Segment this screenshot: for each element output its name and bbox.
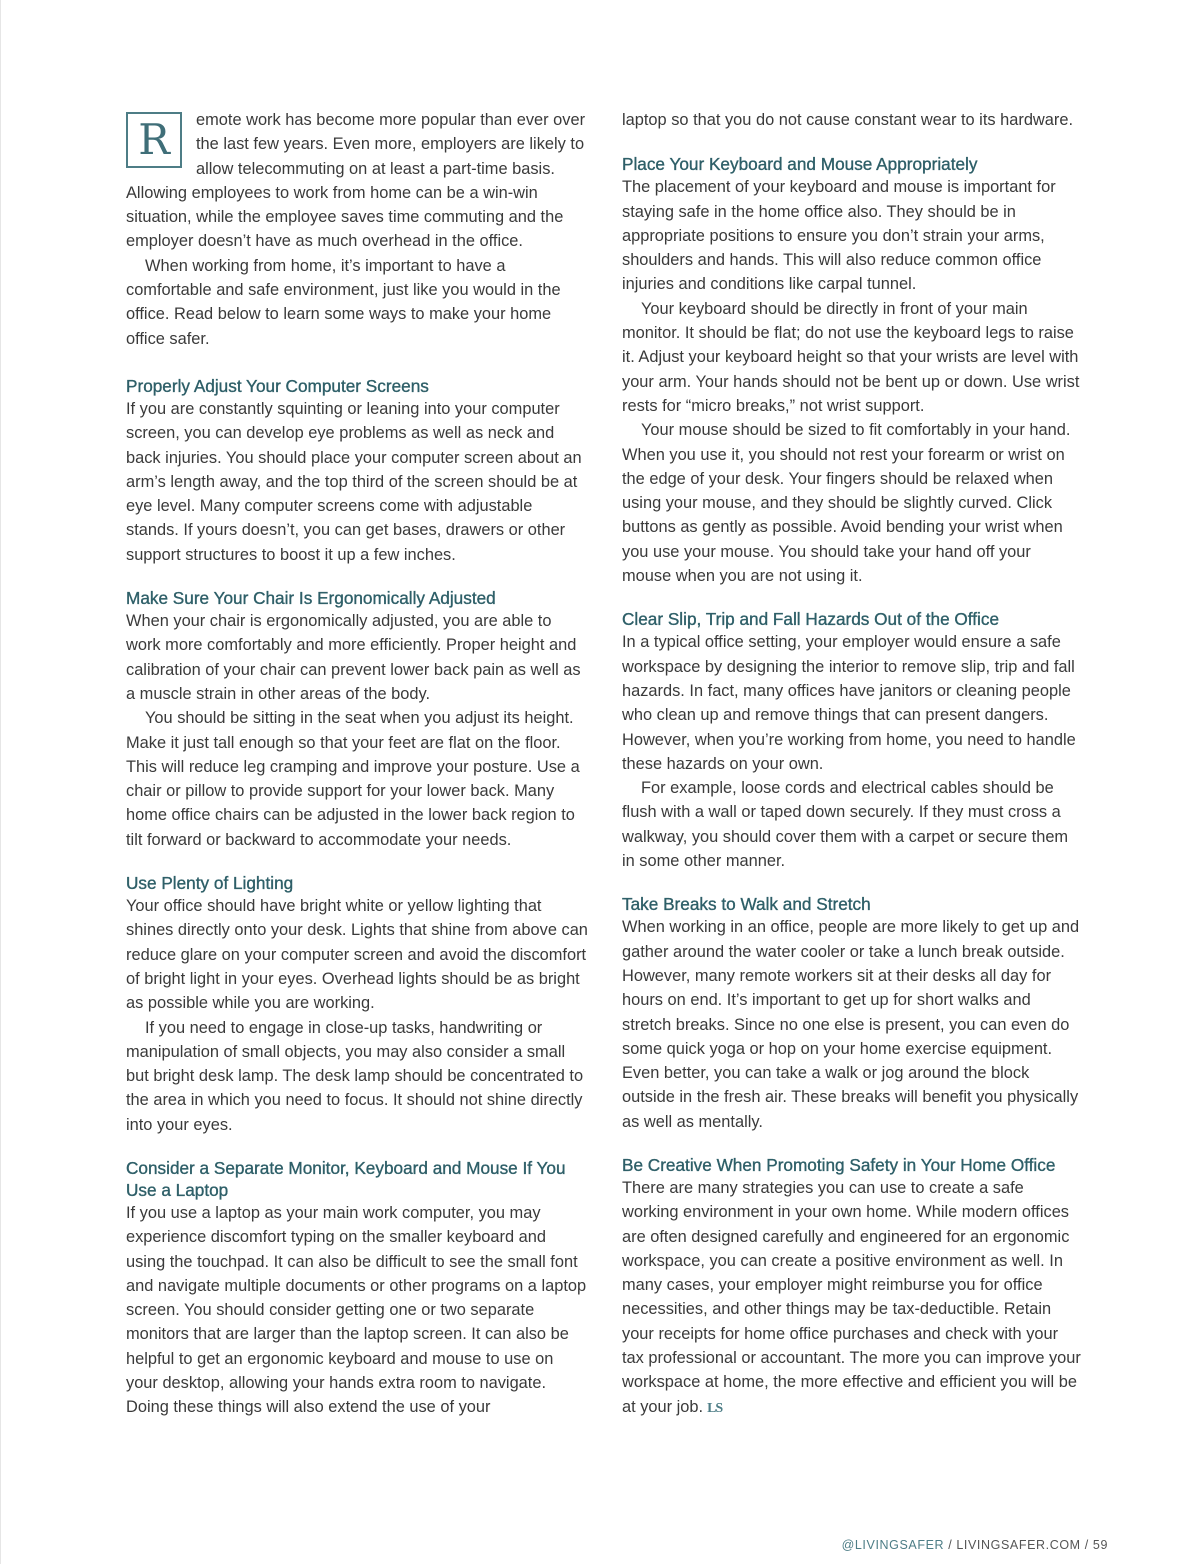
intro-text: emote work has become more popular than ever over the last few years. Even more, employers are likely to allow telecommuting on at least a part-time basis. Allowing employees to work from home can be a win-win situation, while the employee saves time commuting and the employer doesn’t have as much overhead in the office. (126, 111, 586, 251)
screens-paragraph: If you are constantly squinting or leaning into your computer screen, you can develop eye problems as well as neck and back injuries. You should place your computer screen about an arm’s length away, and the top third of the screen should be at eye level. Many computer screens come with adjustable stands. If yours doesn’t, you can get bases, drawers or other support structures to boost it up a few inches. (126, 399, 582, 564)
heading-creative: Be Creative When Promoting Safety in Your Home Office (622, 1154, 1056, 1175)
intro-paragraph (126, 108, 588, 254)
keyboard-paragraph-2: Your keyboard should be directly in front of your main monitor. It should be flat; do not use the keyboard legs to raise it. Adjust your keyboard height so that your wrists are level with your arm. Your hands should not be bent up or down. Use wrist rests for “micro breaks,” not wrist support. (622, 299, 1080, 415)
heading-screens: Properly Adjust Your Computer Screens (126, 375, 429, 396)
footer-site: LIVINGSAFER.COM (956, 1538, 1081, 1552)
hazards-paragraph-1: In a typical office setting, your employer would ensure a safe workspace by designing the interior to remove slip, trip and fall hazards. In fact, many offices have janitors or cleaning people who clean up and remove things that can present dangers. However, when you’re working from home, you need to handle these hazards on your own. (622, 633, 1076, 773)
monitor-paragraph-continued: laptop so that you do not cause constant wear to its hardware. (622, 111, 1074, 129)
creative-paragraph (622, 1176, 1084, 1421)
footer-separator: / (944, 1538, 957, 1552)
heading-lighting: Use Plenty of Lighting (126, 873, 294, 894)
hazards-paragraph-2: For example, loose cords and electrical cables should be flush with a wall or taped down securely. If they must cross a walkway, you should cover them with a carpet or secure them in some other manner. (622, 779, 1069, 871)
intro-paragraph-2: When working from home, it’s important to have a comfortable and safe environment, just like you would in the office. Read below to learn some ways to make your home office safer. (126, 256, 561, 348)
footer-separator: / (1080, 1538, 1093, 1552)
page-number: 59 (1092, 1538, 1108, 1552)
footer-handle: @LIVINGSAFER (841, 1538, 945, 1552)
monitor-paragraph: If you use a laptop as your main work computer, you may experience discomfort typing on the smaller keyboard and using the touchpad. It can also be difficult to see the small font and navigate multiple documents or other programs on a laptop screen. You should consider getting one or two separate monitors that are larger than the laptop screen. It can also be helpful to get an ergonomic keyboard and mouse to use on your desktop, allowing your hands extra room to navigate. Doing these things will also extend the use of your (126, 1203, 587, 1417)
heading-keyboard: Place Your Keyboard and Mouse Appropriately (622, 154, 978, 175)
heading-breaks: Take Breaks to Walk and Stretch (622, 894, 871, 915)
page-edge (0, 0, 1, 1564)
keyboard-paragraph-3: Your mouse should be sized to fit comfortably in your hand. When you use it, you should not rest your forearm or wrist on the edge of your desk. Your fingers should be relaxed when using your mouse, and they should be slightly curved. Click buttons as gently as possible. Avoid bending your wrist when you use your mouse. You should take your hand off your mouse when you are not using it. (622, 421, 1071, 586)
lighting-paragraph-2: If you need to engage in close-up tasks, handwriting or manipulation of small objects, you may also consider a small but bright desk lamp. The desk lamp should be concentrated to the area in which you need to focus. It should not shine directly into your eyes. (126, 1018, 584, 1134)
breaks-paragraph: When working in an office, people are more likely to get up and gather around the water cooler or take a lunch break outside. However, many remote workers sit at their desks all day for hours on end. It’s important to get up for short walks and stretch breaks. Since no one else is present, you can even do some quick yoga or hop on your home exercise equipment. Even better, you can take a walk or jog around the block outside in the fresh air. These breaks will benefit you physically as well as mentally. (622, 918, 1080, 1131)
heading-monitor: Consider a Separate Monitor, Keyboard and Mouse If You Use a Laptop (126, 1157, 566, 1200)
creative-text: There are many strategies you can use to create a safe working environment in your own home. While modern offices are often designed carefully and engineered for an ergonomic workspace, you can create a positive environment as well. In many cases, your employer might reimburse you for office necessities, and other things may be tax-deductible. Retain your receipts for home office purchases and check with your tax professional or accountant. The more you can improve your workspace at home, the more effective and efficient you will be at your job. (622, 1178, 1081, 1416)
chair-paragraph-2: You should be sitting in the seat when you adjust its height. Make it just tall enough so that your feet are flat on the floor. This will reduce leg cramping and improve your posture. Use a chair or pillow to provide support for your lower back. Many home office chairs can be adjusted in the lower back region to tilt forward or backward to accommodate your needs. (126, 709, 580, 849)
end-mark-logo: LS (707, 1400, 723, 1416)
left-column (126, 108, 588, 1420)
heading-hazards: Clear Slip, Trip and Fall Hazards Out of the Office (622, 609, 1000, 630)
drop-cap: R (126, 112, 182, 168)
lighting-paragraph-1: Your office should have bright white or yellow lighting that shines directly onto your desk. Lights that shine from above can reduce glare on your computer screen and avoid the discomfort of bright light in your eyes. Overhead lights should be as bright as possible while you are working. (126, 897, 588, 1013)
heading-chair: Make Sure Your Chair Is Ergonomically Adjusted (126, 588, 496, 609)
right-column (622, 108, 1084, 1421)
page-footer (842, 1538, 1108, 1552)
chair-paragraph-1: When your chair is ergonomically adjusted, you are able to work more comfortably and more efficiently. Proper height and calibration of your chair can prevent lower back pain as well as a muscle strain in other areas of the body. (126, 612, 581, 703)
keyboard-paragraph-1: The placement of your keyboard and mouse is important for staying safe in the home office also. They should be in appropriate positions to ensure you don’t strain your arms, shoulders and hands. This will also reduce common office injuries and conditions like carpal tunnel. (622, 178, 1056, 294)
